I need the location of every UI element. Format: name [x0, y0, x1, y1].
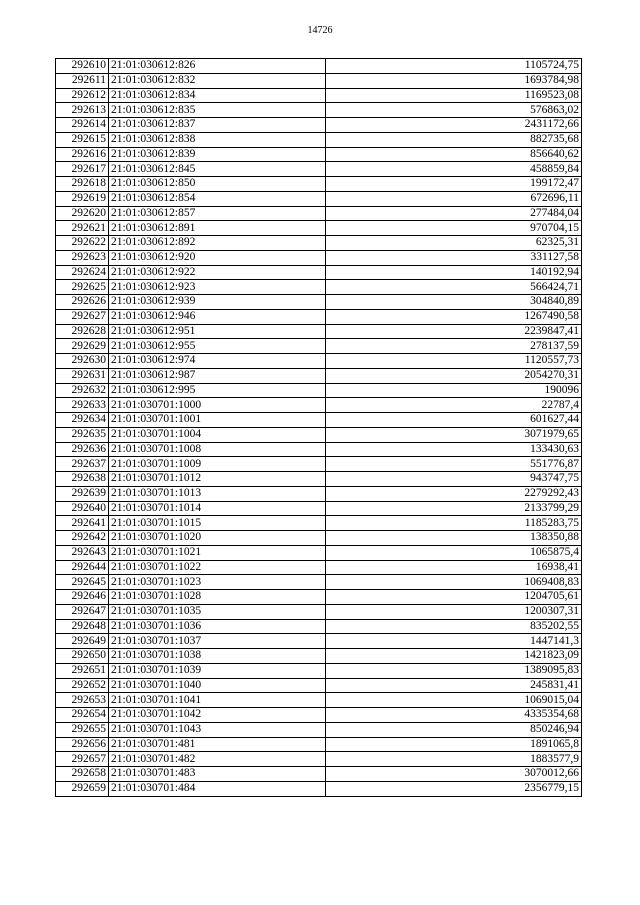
cadastral-number: 21:01:030612:995	[109, 383, 326, 398]
cadastral-value: 190096	[326, 383, 582, 398]
table-row	[56, 737, 582, 752]
cadastral-value: 1204705,61	[326, 590, 582, 605]
cadastral-number: 21:01:030612:892	[109, 236, 326, 251]
row-number: 292621	[56, 221, 109, 236]
cadastral-number: 21:01:030612:923	[109, 280, 326, 295]
row-number: 292641	[56, 516, 109, 531]
cadastral-number: 21:01:030612:974	[109, 354, 326, 369]
cadastral-value: 551776,87	[326, 457, 582, 472]
table-row	[56, 132, 582, 147]
table-row	[56, 162, 582, 177]
table-row	[56, 265, 582, 280]
cadastral-value: 138350,88	[326, 531, 582, 546]
table-row	[56, 413, 582, 428]
row-number: 292635	[56, 427, 109, 442]
cadastral-value: 1891065,8	[326, 737, 582, 752]
row-number: 292636	[56, 442, 109, 457]
row-number: 292632	[56, 383, 109, 398]
cadastral-value: 277484,04	[326, 206, 582, 221]
cadastral-value: 3071979,65	[326, 427, 582, 442]
table-row	[56, 767, 582, 782]
row-number: 292612	[56, 88, 109, 103]
row-number: 292655	[56, 722, 109, 737]
table-row	[56, 206, 582, 221]
cadastral-number: 21:01:030612:939	[109, 295, 326, 310]
cadastral-value: 1447141,3	[326, 634, 582, 649]
cadastral-value: 566424,71	[326, 280, 582, 295]
cadastral-number: 21:01:030612:955	[109, 339, 326, 354]
table-row	[56, 501, 582, 516]
row-number: 292633	[56, 398, 109, 413]
table-row	[56, 649, 582, 664]
cadastral-number: 21:01:030701:1037	[109, 634, 326, 649]
cadastral-number: 21:01:030612:832	[109, 73, 326, 88]
table-row	[56, 236, 582, 251]
table-row	[56, 191, 582, 206]
cadastral-value: 245831,41	[326, 678, 582, 693]
table-row	[56, 88, 582, 103]
cadastral-value: 970704,15	[326, 221, 582, 236]
row-number: 292630	[56, 354, 109, 369]
cadastral-number: 21:01:030612:951	[109, 324, 326, 339]
cadastral-number: 21:01:030701:1041	[109, 693, 326, 708]
row-number: 292611	[56, 73, 109, 88]
row-number: 292643	[56, 545, 109, 560]
cadastral-value: 331127,58	[326, 250, 582, 265]
table-row	[56, 398, 582, 413]
cadastral-number: 21:01:030612:839	[109, 147, 326, 162]
cadastral-value: 3070012,66	[326, 767, 582, 782]
cadastral-number: 21:01:030612:850	[109, 177, 326, 192]
cadastral-value: 1185283,75	[326, 516, 582, 531]
cadastral-value: 601627,44	[326, 413, 582, 428]
table-row	[56, 590, 582, 605]
cadastral-value: 1065875,4	[326, 545, 582, 560]
cadastral-number: 21:01:030701:1009	[109, 457, 326, 472]
cadastral-value: 1120557,73	[326, 354, 582, 369]
cadastral-number: 21:01:030701:1014	[109, 501, 326, 516]
cadastral-value: 4335354,68	[326, 708, 582, 723]
row-number: 292654	[56, 708, 109, 723]
row-number: 292618	[56, 177, 109, 192]
cadastral-value: 458859,84	[326, 162, 582, 177]
table-row	[56, 73, 582, 88]
cadastral-value: 199172,47	[326, 177, 582, 192]
table-row	[56, 295, 582, 310]
table-row	[56, 59, 582, 74]
cadastral-value: 2279292,43	[326, 486, 582, 501]
row-number: 292656	[56, 737, 109, 752]
table-row	[56, 560, 582, 575]
cadastral-number: 21:01:030701:483	[109, 767, 326, 782]
cadastral-value: 16938,41	[326, 560, 582, 575]
row-number: 292639	[56, 486, 109, 501]
row-number: 292610	[56, 59, 109, 74]
cadastral-value: 1069015,04	[326, 693, 582, 708]
row-number: 292646	[56, 590, 109, 605]
row-number: 292615	[56, 132, 109, 147]
cadastral-number: 21:01:030701:1028	[109, 590, 326, 605]
cadastral-value: 1883577,9	[326, 752, 582, 767]
cadastral-number: 21:01:030612:837	[109, 118, 326, 133]
row-number: 292647	[56, 604, 109, 619]
cadastral-number: 21:01:030701:1040	[109, 678, 326, 693]
table-row	[56, 531, 582, 546]
row-number: 292637	[56, 457, 109, 472]
row-number: 292651	[56, 663, 109, 678]
cadastral-number: 21:01:030701:484	[109, 781, 326, 796]
row-number: 292642	[56, 531, 109, 546]
cadastral-number: 21:01:030612:891	[109, 221, 326, 236]
table-row	[56, 177, 582, 192]
cadastral-number: 21:01:030701:1001	[109, 413, 326, 428]
cadastral-number: 21:01:030612:854	[109, 191, 326, 206]
cadastral-value: 2239847,41	[326, 324, 582, 339]
table-row	[56, 250, 582, 265]
row-number: 292617	[56, 162, 109, 177]
cadastral-value: 62325,31	[326, 236, 582, 251]
cadastral-value: 882735,68	[326, 132, 582, 147]
table-row	[56, 634, 582, 649]
cadastral-value: 1169523,08	[326, 88, 582, 103]
table-row	[56, 368, 582, 383]
row-number: 292638	[56, 472, 109, 487]
table-row	[56, 575, 582, 590]
cadastral-number: 21:01:030612:857	[109, 206, 326, 221]
row-number: 292658	[56, 767, 109, 782]
table-row	[56, 516, 582, 531]
row-number: 292616	[56, 147, 109, 162]
row-number: 292631	[56, 368, 109, 383]
table-row	[56, 781, 582, 796]
cadastral-number: 21:01:030701:1022	[109, 560, 326, 575]
cadastral-value: 2356779,15	[326, 781, 582, 796]
cadastral-number: 21:01:030612:987	[109, 368, 326, 383]
cadastral-number: 21:01:030701:1042	[109, 708, 326, 723]
cadastral-value: 835202,55	[326, 619, 582, 634]
table-row	[56, 280, 582, 295]
cadastral-number: 21:01:030701:1000	[109, 398, 326, 413]
row-number: 292644	[56, 560, 109, 575]
row-number: 292624	[56, 265, 109, 280]
cadastral-number: 21:01:030612:946	[109, 309, 326, 324]
cadastral-value: 1069408,83	[326, 575, 582, 590]
row-number: 292659	[56, 781, 109, 796]
row-number: 292620	[56, 206, 109, 221]
cadastral-number: 21:01:030612:838	[109, 132, 326, 147]
cadastral-value: 2133799,29	[326, 501, 582, 516]
cadastral-number: 21:01:030701:1043	[109, 722, 326, 737]
cadastral-number: 21:01:030701:1036	[109, 619, 326, 634]
cadastral-number: 21:01:030701:1021	[109, 545, 326, 560]
cadastral-number: 21:01:030701:481	[109, 737, 326, 752]
table-body	[56, 59, 582, 797]
table-row	[56, 722, 582, 737]
cadastral-value: 2054270,31	[326, 368, 582, 383]
row-number: 292649	[56, 634, 109, 649]
row-number: 292626	[56, 295, 109, 310]
row-number: 292640	[56, 501, 109, 516]
cadastral-value: 140192,94	[326, 265, 582, 280]
table-row	[56, 339, 582, 354]
row-number: 292619	[56, 191, 109, 206]
cadastral-value: 1105724,75	[326, 59, 582, 74]
table-row	[56, 427, 582, 442]
table-row	[56, 118, 582, 133]
table-row	[56, 604, 582, 619]
cadastral-number: 21:01:030612:922	[109, 265, 326, 280]
row-number: 292657	[56, 752, 109, 767]
row-number: 292645	[56, 575, 109, 590]
cadastral-number: 21:01:030612:920	[109, 250, 326, 265]
cadastral-value: 943747,75	[326, 472, 582, 487]
table-row	[56, 678, 582, 693]
cadastral-number: 21:01:030701:1015	[109, 516, 326, 531]
row-number: 292629	[56, 339, 109, 354]
table-row	[56, 103, 582, 118]
cadastral-value: 856640,62	[326, 147, 582, 162]
table-row	[56, 324, 582, 339]
cadastral-value: 1421823,09	[326, 649, 582, 664]
cadastral-value: 1267490,58	[326, 309, 582, 324]
row-number: 292650	[56, 649, 109, 664]
row-number: 292622	[56, 236, 109, 251]
cadastral-number: 21:01:030612:845	[109, 162, 326, 177]
cadastral-number: 21:01:030701:1012	[109, 472, 326, 487]
cadastral-value: 2431172,66	[326, 118, 582, 133]
table-row	[56, 442, 582, 457]
row-number: 292648	[56, 619, 109, 634]
table-row	[56, 545, 582, 560]
row-number: 292625	[56, 280, 109, 295]
table-row	[56, 309, 582, 324]
row-number: 292634	[56, 413, 109, 428]
table-row	[56, 486, 582, 501]
cadastral-value: 133430,63	[326, 442, 582, 457]
cadastral-value: 22787,4	[326, 398, 582, 413]
row-number: 292623	[56, 250, 109, 265]
cadastral-value: 1693784,98	[326, 73, 582, 88]
row-number: 292653	[56, 693, 109, 708]
cadastral-number: 21:01:030701:1038	[109, 649, 326, 664]
table-row	[56, 708, 582, 723]
cadastral-number: 21:01:030701:482	[109, 752, 326, 767]
row-number: 292613	[56, 103, 109, 118]
table-row	[56, 752, 582, 767]
page-number: 14726	[307, 25, 333, 36]
table-row	[56, 383, 582, 398]
row-number: 292627	[56, 309, 109, 324]
cadastral-number: 21:01:030701:1013	[109, 486, 326, 501]
table-row	[56, 693, 582, 708]
cadastral-number: 21:01:030701:1004	[109, 427, 326, 442]
table-row	[56, 221, 582, 236]
row-number: 292652	[56, 678, 109, 693]
cadastral-number: 21:01:030612:834	[109, 88, 326, 103]
table-row	[56, 663, 582, 678]
table-row	[56, 147, 582, 162]
cadastral-value: 1200307,31	[326, 604, 582, 619]
cadastral-value: 1389095,83	[326, 663, 582, 678]
cadastral-number: 21:01:030612:835	[109, 103, 326, 118]
cadastral-number: 21:01:030701:1035	[109, 604, 326, 619]
cadastral-number: 21:01:030612:826	[109, 59, 326, 74]
cadastral-value-table	[55, 58, 582, 797]
cadastral-value: 850246,94	[326, 722, 582, 737]
cadastral-value: 278137,59	[326, 339, 582, 354]
cadastral-value: 672696,11	[326, 191, 582, 206]
table-row	[56, 354, 582, 369]
cadastral-number: 21:01:030701:1008	[109, 442, 326, 457]
cadastral-number: 21:01:030701:1023	[109, 575, 326, 590]
table-row	[56, 457, 582, 472]
cadastral-value: 576863,02	[326, 103, 582, 118]
table-row	[56, 472, 582, 487]
table-row	[56, 619, 582, 634]
cadastral-number: 21:01:030701:1039	[109, 663, 326, 678]
cadastral-number: 21:01:030701:1020	[109, 531, 326, 546]
cadastral-value: 304840,89	[326, 295, 582, 310]
row-number: 292628	[56, 324, 109, 339]
row-number: 292614	[56, 118, 109, 133]
